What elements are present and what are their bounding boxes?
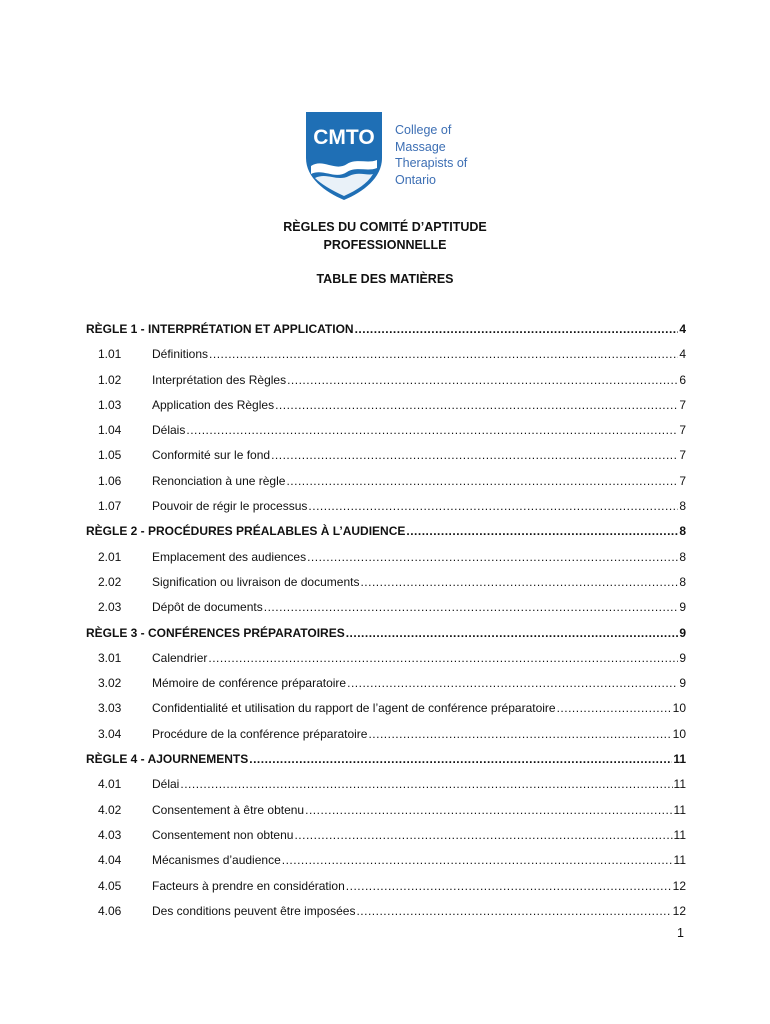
toc-entry[interactable] [86,777,686,802]
toc-leader-dots [557,701,672,715]
toc-entry-page: 10 [672,726,686,741]
toc-entry-page: 8 [679,549,686,564]
toc-leader-dots [186,423,678,437]
toc-leader-dots [406,524,678,538]
toc-entry[interactable] [86,803,686,828]
toc-entry[interactable] [86,474,686,499]
toc-entry-label: Mémoire de conférence préparatoire [152,676,347,691]
toc-entry-page: 9 [679,600,686,615]
cmto-logo [303,110,473,202]
toc-entry-number: 1.06 [98,473,122,488]
toc-entry-label: Renonciation à une règle [152,473,286,488]
toc-rule-entry[interactable] [86,322,686,347]
toc-leader-dots [271,448,678,462]
toc-entry[interactable] [86,676,686,701]
toc-entry[interactable] [86,828,686,853]
toc-entry-label: Mécanismes d’audience [152,853,281,868]
logo-line: Therapists of [395,156,468,170]
toc-entry[interactable] [86,853,686,878]
toc-rule-entry[interactable] [86,626,686,651]
title-line-1: RÈGLES DU COMITÉ D’APTITUDE [283,220,487,234]
toc-leader-dots [249,752,672,766]
toc-entry-label: Procédure de la conférence préparatoire [152,726,368,741]
toc-leader-dots [264,600,679,614]
toc-entry[interactable] [86,651,686,676]
toc-entry-number: 3.02 [98,676,122,691]
document-title [0,218,770,254]
toc-entry-number: 4.06 [98,903,122,918]
toc-entry-label: Confidentialité et utilisation du rapport de l’agent de conférence préparatoire [152,701,556,716]
toc-entry-number: 4.02 [98,802,122,817]
toc-entry-label: Définitions [152,347,209,362]
page-number: 1 [677,926,684,940]
toc-entry-number: 1.07 [98,499,122,514]
toc-entry-page: 8 [679,574,686,589]
toc-leader-dots [208,651,678,665]
toc-entry-number: 2.03 [98,600,122,615]
toc-entry-page: 7 [679,473,686,488]
toc-rule-entry[interactable] [86,524,686,549]
toc-entry-page: 11 [673,853,686,868]
toc-entry-label: Conformité sur le fond [152,448,271,463]
toc-heading: TABLE DES MATIÈRES [316,272,454,286]
toc-entry-label: Délai [152,777,180,792]
toc-entry-label: Des conditions peuvent être imposées [152,903,356,918]
toc-entry-label: RÈGLE 3 - CONFÉRENCES PRÉPARATOIRES [86,625,345,640]
toc-entry-label: RÈGLE 4 - AJOURNEMENTS [86,752,249,767]
toc-leader-dots [305,803,672,817]
toc-entry-number: 4.01 [98,777,122,792]
toc-entry-page: 7 [679,423,686,438]
toc-entry-number: 1.01 [98,347,122,362]
toc-entry-page: 6 [679,372,686,387]
toc-entry-number: 4.05 [98,878,122,893]
toc-entry-page: 8 [679,524,686,539]
toc-entry-label: Interprétation des Règles [152,372,287,387]
toc-entry[interactable] [86,550,686,575]
toc-entry-number: 2.01 [98,549,122,564]
toc-entry-page: 7 [679,448,686,463]
toc-leader-dots [368,727,671,741]
toc-entry[interactable] [86,879,686,904]
toc-entry-label: Application des Règles [152,397,275,412]
toc-entry-page: 4 [679,322,686,336]
toc-entry-number: 1.05 [98,448,122,463]
toc-entry[interactable] [86,499,686,524]
toc-leader-dots [307,550,678,564]
toc-entry-label: RÈGLE 1 - INTERPRÉTATION ET APPLICATION [86,322,354,336]
toc-entry-page: 7 [679,397,686,412]
toc-entry-label: Facteurs à prendre en considération [152,878,345,893]
toc-leader-dots [294,828,672,842]
toc-entry[interactable] [86,904,686,929]
toc-entry-number: 1.04 [98,423,122,438]
toc-entry-label: Signification ou livraison de documents [152,574,360,589]
logo-wordmark [395,122,467,188]
table-of-contents [86,322,686,929]
toc-entry-page: 11 [673,752,686,767]
toc-leader-dots [275,398,678,412]
toc-entry[interactable] [86,448,686,473]
toc-leader-dots [356,904,671,918]
toc-entry-page: 10 [672,701,686,716]
toc-entry[interactable] [86,600,686,625]
logo-line: Massage [395,139,446,154]
toc-entry-page: 4 [679,347,686,362]
toc-entry-label: Consentement non obtenu [152,827,294,842]
toc-entry-number: 4.04 [98,853,122,868]
toc-entry-page: 11 [673,802,686,817]
toc-leader-dots [282,853,673,867]
logo-line: College of [395,123,452,137]
toc-entry[interactable] [86,727,686,752]
toc-entry[interactable] [86,575,686,600]
toc-leader-dots [286,474,678,488]
toc-entry-page: 12 [672,878,686,893]
toc-entry-page: 11 [673,777,686,792]
toc-entry-page: 11 [673,827,686,842]
toc-entry[interactable] [86,373,686,398]
toc-entry-label: Calendrier [152,650,208,665]
toc-entry-number: 1.03 [98,397,122,412]
toc-entry-number: 1.02 [98,372,122,387]
toc-leader-dots [346,626,679,640]
toc-entry-label: Délais [152,423,186,438]
cmto-shield-icon [303,110,385,202]
toc-entry-label: Emplacement des audiences [152,549,307,564]
toc-leader-dots [355,322,679,336]
toc-leader-dots [360,575,678,589]
toc-entry-page: 9 [679,625,686,640]
toc-entry-page: 8 [679,499,686,514]
logo-line: Ontario [395,172,436,187]
toc-entry-label: Consentement à être obtenu [152,802,305,817]
toc-leader-dots [308,499,678,513]
toc-entry[interactable] [86,701,686,726]
title-line-2: PROFESSIONNELLE [323,238,447,252]
toc-entry[interactable] [86,347,686,372]
toc-rule-entry[interactable] [86,752,686,777]
toc-leader-dots [346,879,672,893]
toc-entry[interactable] [86,398,686,423]
toc-entry-page: 12 [672,903,686,918]
toc-entry-number: 2.02 [98,574,122,589]
toc-leader-dots [209,347,678,361]
toc-entry[interactable] [86,423,686,448]
toc-leader-dots [347,676,678,690]
toc-entry-page: 9 [679,676,686,691]
toc-entry-number: 3.04 [98,726,122,741]
logo-mark: CMTO [313,126,375,149]
toc-entry-page: 9 [679,650,686,665]
toc-leader-dots [180,777,672,791]
toc-entry-number: 3.03 [98,701,122,716]
toc-leader-dots [287,373,678,387]
toc-entry-label: Pouvoir de régir le processus [152,499,308,514]
toc-entry-label: Dépôt de documents [152,600,263,615]
toc-entry-number: 4.03 [98,827,122,842]
toc-entry-label: RÈGLE 2 - PROCÉDURES PRÉALABLES À L’AUDIENCE [86,524,406,539]
toc-entry-number: 3.01 [98,650,122,665]
